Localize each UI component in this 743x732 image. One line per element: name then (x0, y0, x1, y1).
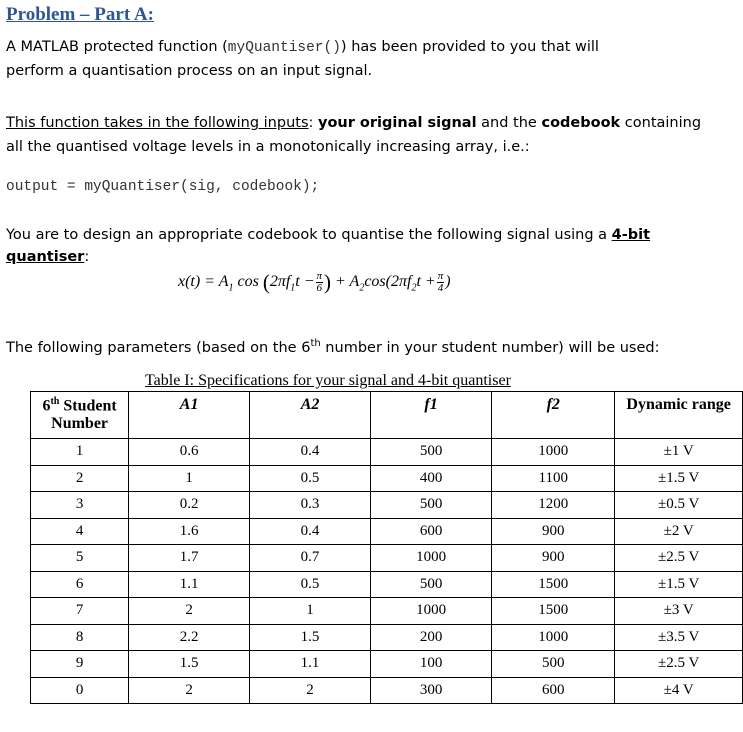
table-row (31, 624, 743, 651)
params-after: number in your student number) will be used: (320, 339, 660, 356)
cell-a2: 0.4 (250, 518, 371, 545)
eq-frac1-den: 6 (316, 282, 323, 294)
header-dynamic-range: Dynamic range (615, 392, 743, 439)
design-line-2 (6, 246, 89, 269)
intro-text-start: A MATLAB protected function ( (6, 39, 228, 55)
eq-t2: t + (416, 273, 436, 291)
table-row (31, 571, 743, 598)
eq-close: ) (445, 273, 451, 291)
inputs-mid: and the (476, 115, 542, 131)
cell-f2: 1500 (492, 571, 615, 598)
cell-f1: 500 (371, 571, 492, 598)
cell-a2: 0.5 (250, 465, 371, 492)
eq-cos1: cos (233, 273, 263, 291)
cell-student-number: 8 (31, 624, 129, 651)
table-header-row (31, 392, 743, 439)
cell-f1: 400 (371, 465, 492, 492)
cell-a1: 2.2 (129, 624, 250, 651)
cell-a1: 1.1 (129, 571, 250, 598)
inputs-colon: : (308, 115, 318, 131)
cell-f1: 100 (371, 651, 492, 678)
header-f1: f1 (371, 392, 492, 439)
design-text: You are to design an appropriate codebook to quantise the following signal using a (6, 227, 612, 243)
cell-f2: 1100 (492, 465, 615, 492)
cell-a2: 1.5 (250, 624, 371, 651)
cell-student-number: 6 (31, 571, 129, 598)
cell-f2: 1500 (492, 598, 615, 625)
inputs-underlined: This function takes in the following inputs (6, 115, 309, 131)
cell-f1: 1000 (371, 598, 492, 625)
cell-student-number: 2 (31, 465, 129, 492)
table-body (31, 439, 743, 704)
inputs-line-1 (6, 112, 701, 135)
section-heading: Problem – Part A: (6, 4, 154, 25)
eq-sub-a1: 1 (228, 282, 234, 294)
header-student-sup: th (50, 396, 60, 407)
cell-student-number: 9 (31, 651, 129, 678)
cell-dynamic-range: ±3.5 V (615, 624, 743, 651)
cell-a1: 2 (129, 677, 250, 704)
cell-dynamic-range: ±3 V (615, 598, 743, 625)
cell-student-number: 7 (31, 598, 129, 625)
eq-sub-f2: 2 (411, 282, 417, 294)
spec-table (30, 391, 743, 704)
inputs-signal: your original signal (318, 115, 477, 131)
params-line (6, 332, 660, 360)
params-sup: th (310, 338, 321, 349)
table-row (31, 518, 743, 545)
cell-student-number: 1 (31, 439, 129, 466)
cell-dynamic-range: ±1 V (615, 439, 743, 466)
cell-f1: 200 (371, 624, 492, 651)
cell-a2: 0.4 (250, 439, 371, 466)
cell-student-number: 5 (31, 545, 129, 572)
design-bits: 4-bit (611, 227, 651, 243)
cell-student-number: 3 (31, 492, 129, 519)
cell-a2: 0.3 (250, 492, 371, 519)
inputs-codebook: codebook (541, 115, 621, 131)
cell-dynamic-range: ±4 V (615, 677, 743, 704)
header-f2: f2 (492, 392, 615, 439)
table-caption: Table I: Specifications for your signal and 4-bit quantiser (145, 372, 511, 389)
eq-paren-close: ) (324, 270, 332, 294)
table-row (31, 677, 743, 704)
table-row (31, 492, 743, 519)
cell-a2: 1 (250, 598, 371, 625)
cell-f2: 1200 (492, 492, 615, 519)
cell-dynamic-range: ±1.5 V (615, 465, 743, 492)
cell-a1: 1 (129, 465, 250, 492)
header-student-number (31, 392, 129, 439)
intro-line-1 (6, 36, 599, 60)
cell-a2: 1.1 (250, 651, 371, 678)
design-line-1 (6, 224, 650, 247)
code-sample: output = myQuantiser(sig, codebook); (6, 179, 320, 195)
eq-arg1: 2πf (269, 273, 291, 291)
cell-f2: 500 (492, 651, 615, 678)
eq-plus: + A (331, 273, 360, 291)
header-a1: A1 (129, 392, 250, 439)
inputs-line-2: all the quantised voltage levels in a monotonically increasing array, i.e.: (6, 139, 530, 155)
cell-dynamic-range: ±2 V (615, 518, 743, 545)
cell-a2: 2 (250, 677, 371, 704)
params-before: The following parameters (based on the 6 (6, 339, 311, 356)
design-colon: : (84, 249, 90, 265)
design-quantiser: quantiser (6, 249, 85, 265)
header-student-post: Student Number (51, 397, 117, 433)
cell-f2: 900 (492, 545, 615, 572)
table-row (31, 439, 743, 466)
table-row (31, 651, 743, 678)
cell-a2: 0.7 (250, 545, 371, 572)
table-row (31, 598, 743, 625)
signal-equation (178, 270, 451, 295)
header-student-pre: 6 (42, 397, 51, 415)
intro-line-2: perform a quantisation process on an input signal. (6, 63, 373, 79)
cell-f1: 300 (371, 677, 492, 704)
cell-a1: 0.6 (129, 439, 250, 466)
eq-cos2: cos(2πf (364, 273, 412, 291)
header-a2: A2 (250, 392, 371, 439)
eq-frac2-num: π (437, 270, 444, 282)
function-name: myQuantiser() (227, 40, 341, 56)
cell-a1: 1.7 (129, 545, 250, 572)
inputs-end: containing (620, 115, 702, 131)
eq-sub-a2: 2 (359, 282, 365, 294)
table-row (31, 465, 743, 492)
eq-paren-open: ( (262, 270, 270, 294)
cell-f1: 600 (371, 518, 492, 545)
intro-text-end: ) has been provided to you that will (340, 39, 599, 55)
cell-f1: 500 (371, 492, 492, 519)
cell-f2: 1000 (492, 624, 615, 651)
eq-frac-1 (316, 271, 324, 294)
cell-dynamic-range: ±2.5 V (615, 651, 743, 678)
eq-frac-2 (437, 271, 445, 294)
cell-dynamic-range: ±2.5 V (615, 545, 743, 572)
cell-dynamic-range: ±1.5 V (615, 571, 743, 598)
cell-a1: 1.5 (129, 651, 250, 678)
cell-student-number: 4 (31, 518, 129, 545)
cell-dynamic-range: ±0.5 V (615, 492, 743, 519)
table-row (31, 545, 743, 572)
eq-frac1-num: π (316, 270, 323, 282)
cell-a1: 0.2 (129, 492, 250, 519)
eq-sub-f1: 1 (290, 282, 296, 294)
cell-f2: 900 (492, 518, 615, 545)
eq-lhs: x(t) = A (178, 273, 229, 291)
eq-t1: t − (295, 273, 315, 291)
cell-f1: 500 (371, 439, 492, 466)
cell-student-number: 0 (31, 677, 129, 704)
cell-f2: 1000 (492, 439, 615, 466)
cell-a1: 2 (129, 598, 250, 625)
cell-f1: 1000 (371, 545, 492, 572)
eq-frac2-den: 4 (437, 282, 444, 294)
cell-f2: 600 (492, 677, 615, 704)
cell-a1: 1.6 (129, 518, 250, 545)
cell-a2: 0.5 (250, 571, 371, 598)
